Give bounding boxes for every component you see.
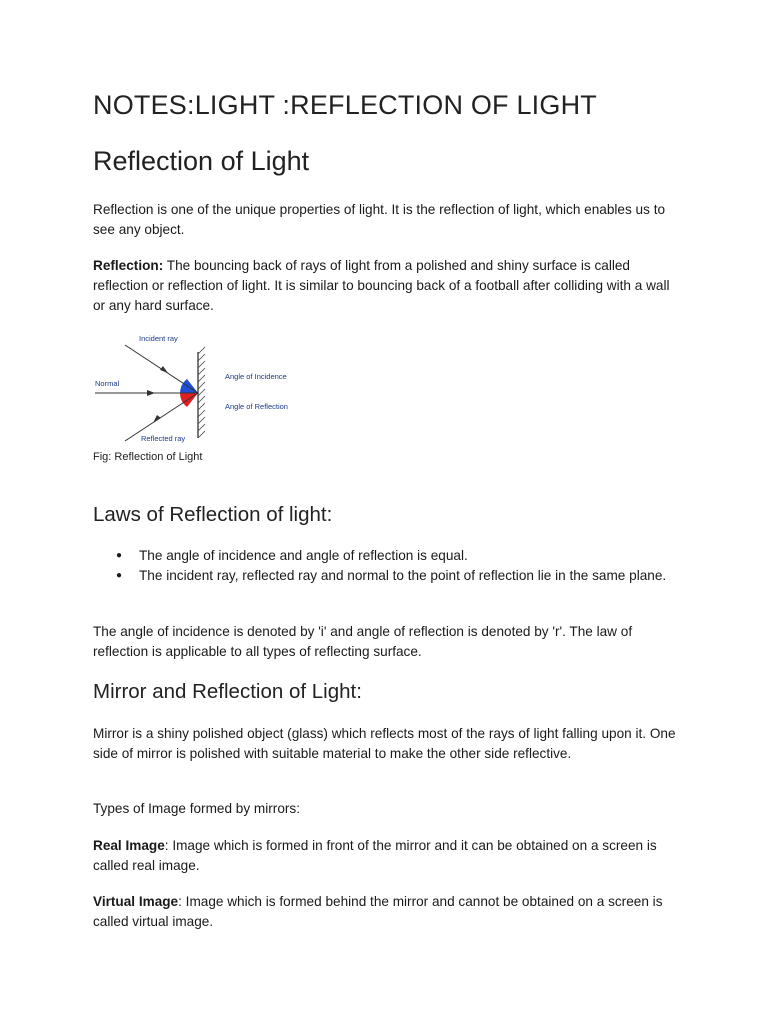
intro-paragraph: Reflection is one of the unique properties of light. It is the reflection of light, which enables us to see any object. (93, 202, 666, 237)
mirror-heading: Mirror and Reflection of Light: (93, 680, 362, 703)
mirror-hatching (198, 347, 205, 438)
definition-term: Reflection: (93, 258, 164, 273)
normal-label: Normal (95, 379, 120, 388)
figure-caption: Fig: Reflection of Light (93, 451, 203, 463)
definition-paragraph (93, 256, 683, 316)
incident-ray-label: Incident ray (139, 334, 178, 343)
laws-note-paragraph: The angle of incidence is denoted by 'i' and angle of reflection is denoted by 'r'. The law of reflection is applicable to all types of reflecting surface. (93, 624, 633, 659)
virtual-image-text: : Image which is formed behind the mirror and cannot be obtained on a screen is called virtual image. (93, 894, 663, 929)
virtual-image-term: Virtual Image (93, 894, 179, 909)
bullet-icon: ● (116, 569, 123, 581)
real-image-term: Real Image (93, 838, 165, 853)
real-image-text: : Image which is formed in front of the mirror and it can be obtained on a screen is called real image. (93, 838, 657, 873)
list-item: ● The angle of incidence and angle of reflection is equal. (93, 546, 683, 566)
list-item: ● The incident ray, reflected ray and normal to the point of reflection lie in the same plane. (93, 566, 683, 586)
bullet-icon: ● (116, 550, 123, 561)
reflected-arrow-icon (153, 415, 161, 423)
reflection-diagram (93, 330, 308, 445)
incident-arrow-icon (160, 366, 168, 373)
real-image-paragraph (93, 836, 683, 876)
laws-heading: Laws of Reflection of light: (93, 503, 333, 526)
normal-arrow-icon (147, 390, 155, 396)
laws-list (93, 546, 683, 585)
angle-of-reflection-label: Angle of Reflection (225, 402, 288, 411)
virtual-image-paragraph (93, 892, 683, 932)
reflected-ray-label: Reflected ray (141, 434, 186, 443)
mirror-description: Mirror is a shiny polished object (glass) which reflects most of the rays of light falling upon it. One side of mirror is polished with suitable material to make the other side reflective. (93, 726, 676, 761)
definition-text: The bouncing back of rays of light from a polished and shiny surface is called reflection or reflection of light. It is similar to bouncing back of a football after colliding with a wall or any hard surface. (93, 258, 670, 313)
image-types-intro: Types of Image formed by mirrors: (93, 801, 300, 816)
document-title: NOTES:LIGHT :REFLECTION OF LIGHT (93, 90, 597, 120)
angle-of-incidence-label: Angle of Incidence (225, 372, 287, 381)
section-heading-reflection: Reflection of Light (93, 146, 310, 176)
